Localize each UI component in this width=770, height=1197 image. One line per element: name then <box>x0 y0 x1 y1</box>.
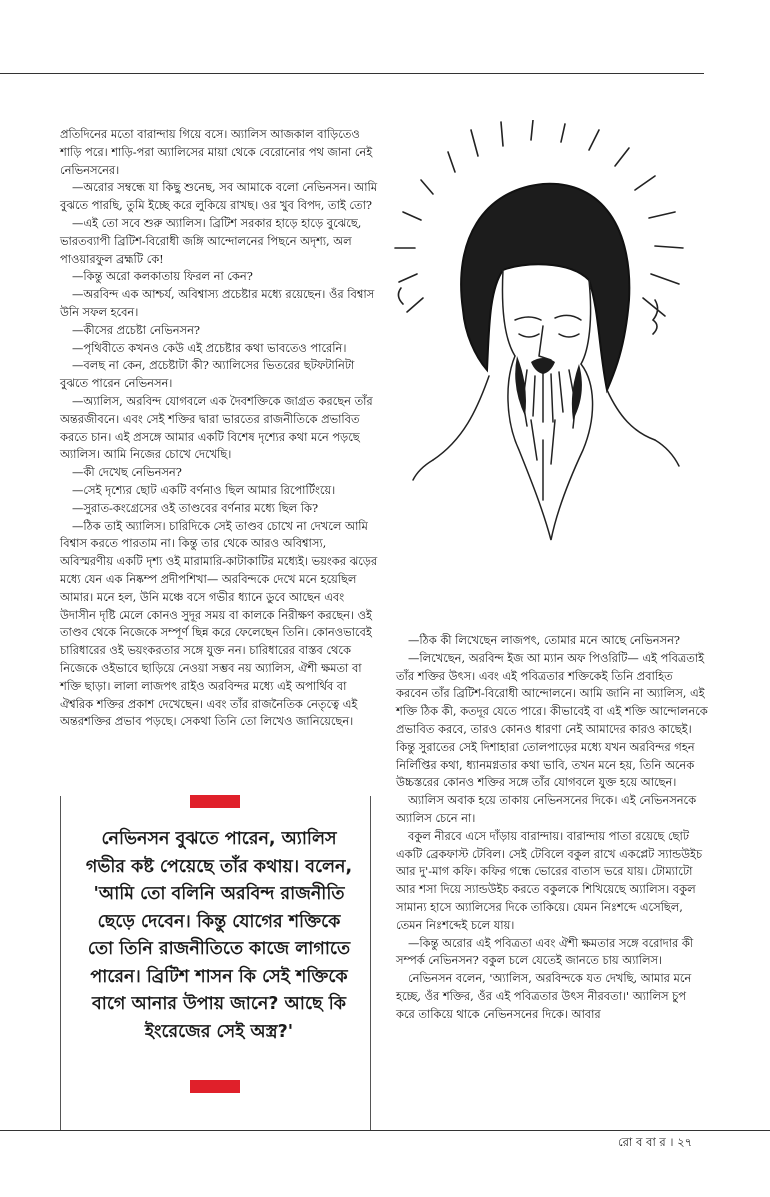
paragraph: —কীসের প্রচেষ্টা নেভিনসন? <box>72 322 200 337</box>
paragraph: —কিন্তু অরোর এই পবিত্রতা এবং ঐশী ক্ষমতার সঙ্গে বরোদার কী সম্পর্ক নেভিনসন? বকুল চলে যেতেই জানতে চায় অ্যালিস। <box>396 935 694 968</box>
paragraph: —অরোর সম্বন্ধে যা কিছু শুনেছ, সব আমাকে বলো নেভিনসন। আমি বুঝতে পারছি, তুমি ইচ্ছে করে লুকিয়ে রাখছ। ওর খুব বিপদ, তাই তো? <box>60 180 378 213</box>
left-column <box>60 126 378 731</box>
page-footer: রো ব বা র । ২৭ <box>618 1135 693 1149</box>
paragraph: —ঠিক কী লিখেছেন লাজপৎ, তোমার মনে আছে নেভিনসন? <box>408 633 681 647</box>
paragraph: বকুল নীরবে এসে দাঁড়ায় বারান্দায়। বারান্দায় পাতা রয়েছে ছোট একটি ব্রেকফাস্ট টেবিল। সেই টেবিলে বকুল রাখে একপ্লেট স্যান্ডউইচ আর দু'-মাগ কফি। কফির গন্ধে ভোরের বাতাস ভরে যায়। টোম্যাটো আর শসা দিয়ে স্যান্ডউইচ করতে বকুলকে শিখিয়েছে অ্যালিস। বকুল সামান্য হাসে অ্যালিসের দিকে তাকিয়ে। যেমন নিঃশব্দে এসেছিল, তেমন নিঃশব্দেই চলে যায়। <box>396 828 703 932</box>
paragraph: —এই তো সবে শুরু অ্যালিস। ব্রিটিশ সরকার হাড়ে হাড়ে বুঝেছে, ভারতব্যাপী ব্রিটিশ-বিরোধী জঙ্গি আন্দোলনের পিছনে অদৃশ্য, অল পাওয়ারফুল ব্রহ্মটি কে! <box>60 215 362 266</box>
paragraph: —কিন্তু অরো কলকাতায় ফিরল না কেন? <box>72 269 253 284</box>
paragraph: অ্যালিস অবাক হয়ে তাকায় নেভিনসনের দিকে। এই নেভিনসনকে অ্যালিস চেনে না। <box>396 793 697 825</box>
paragraph: —ঠিক তাই অ্যালিস। চারিদিকে সেই তাণ্ডব চোখে না দেখলে আমি বিশ্বাস করতে পারতাম না। কিন্তু তার থেকে আরও অবিশ্বাস্য, অবিস্মরণীয় একটি দৃশ্য ওই মারামারি-কাটাকাটির মধ্যেই। ভয়ংকর ঝড়ের মধ্যে যেন এক নিষ্কম্প প্রদীপশিখা— অরবিন্দকে দেখে মনে হয়েছিল আমার। মনে হল, উনি মঞ্চে বসে গভীর ধ্যানে ডুবে আছেন এবং উদাসীন দৃষ্টি মেলে কোনও সুদূর সময় বা কালকে নিরীক্ষণ করছেন। ওই তাণ্ডব থেকে নিজেকে সম্পূর্ণ ছিন্ন করে ফেলেছেন তিনি। কোনওভাবেই চারিধারের ওই ভয়ংকরতার সঙ্গে যুক্ত নন। চারিধারের বাস্তব থেকে নিজেকে ওইভাবে ছাড়িয়ে নেওয়া সম্ভব নয় অ্যালিস, ঐশী ক্ষমতা বা শক্তি ছাড়া। লালা লাজপৎ রাইও অরবিন্দর মধ্যে এই অপার্থিব বা ঐশ্বরিক শক্তির প্রকাশ দেখেছেন। এবং তাঁর রাজনৈতিক নেতৃত্বে এই অন্তরশক্তির প্রভাব পড়ছে। সেকথা তিনি তো লিখেও জানিয়েছেন। <box>60 518 378 729</box>
paragraph: —অ্যালিস, অরবিন্দ যোগবলে এক দৈবশক্তিকে জাগ্রত করছেন তাঁর অন্তরজীবনে। এবং সেই শক্তির দ্বারা ভারতের রাজনীতিকে প্রভাবিত করতে চান। এই প্রসঙ্গে আমার একটি বিশেষ দৃশ্যের কথা মনে পড়ছে অ্যালিস। আমি নিজের চোখে দেখেছি। <box>60 393 373 462</box>
right-column <box>396 632 708 1024</box>
bottom-rule <box>0 1130 770 1131</box>
paragraph: —সুরাত-কংগ্রেসের ওই তাণ্ডবের বর্ণনার মধ্যে ছিল কি? <box>72 500 319 515</box>
top-rule <box>0 73 704 74</box>
pull-quote-text: নেভিনসন বুঝতে পারেন, অ্যালিস গভীর কষ্ট পেয়েছে তাঁর কথায়। বলেন, 'আমি তো বলিনি অরবিন্দ রাজনীতি ছেড়ে দেবেন। কিন্তু যোগের শক্তিকে তো তিনি রাজনীতিতে কাজে লাগাতে পারেন। ব্রিটিশ শাসন কি সেই শক্তিকে বাগে আনার উপায় জানে? আছে কি ইংরেজের সেই অস্ত্র?' <box>85 829 353 1042</box>
paragraph: —বলছ না কেন, প্রচেষ্টাটা কী? অ্যালিসের ভিতরের ছটফটানিটা বুঝতে পারেন নেভিনসন। <box>60 358 355 391</box>
paragraph: —অরবিন্দ এক আশ্চর্য, অবিশ্বাস্য প্রচেষ্টার মধ্যে রয়েছেন। ওঁর বিশ্বাস উনি সফল হবেন। <box>60 287 375 319</box>
portrait-sketch <box>393 120 693 620</box>
paragraph: —পৃথিবীতে কখনও কেউ এই প্রচেষ্টার কথা ভাবতেও পারেনি। <box>72 340 347 355</box>
pull-quote <box>84 826 354 1046</box>
paragraph: নেভিনসন বলেন, 'অ্যালিস, অরবিন্দকে যত দেখছি, আমার মনে হচ্ছে, ওঁর শক্তির, ওঁর এই পবিত্রতার উৎস নীরবতা।' অ্যালিস চুপ করে তাকিয়ে থাকে নেভিনসনের দিকে। আবার <box>396 971 692 1021</box>
paragraph: —কী দেখেছ নেভিনসন? <box>72 465 182 480</box>
quote-box-right-border <box>370 796 371 1130</box>
quote-top-red-bar <box>190 795 240 808</box>
quote-bottom-red-bar <box>190 1080 240 1093</box>
paragraph: —লিখেছেন, অরবিন্দ ইজ আ ম্যান অফ পিওরিটি— এই পবিত্রতাই তাঁর শক্তির উৎস। এবং এই পবিত্রতার শক্তিকেই তিনি প্রবাহিত করবেন তাঁর ব্রিটিশ-বিরোধী আন্দোলনে। আমি জানি না অ্যালিস, এই শক্তি ঠিক কী, কতদূর যেতে পারে। কীভাবেই বা এই শক্তি আন্দোলনকে প্রভাবিত করবে, তারও কোনও ধারণা নেই আমাদের কারও কাছেই। কিন্তু সুরাতের সেই দিশাহারা তোলপাড়ের মধ্যে যখন অরবিন্দর গহন নির্লিপ্তির কথা, ধ্যানমগ্নতার কথা ভাবি, তখন মনে হয়, তিনি অনেক উচ্চস্তরের কোনও শক্তির সঙ্গে তাঁর যোগবলে যুক্ত হয়ে আছেন। <box>396 650 708 790</box>
paragraph: —সেই দৃশ্যের ছোট একটি বর্ণনাও ছিল আমার রিপোর্টিংয়ে। <box>72 482 336 497</box>
quote-box-left-border <box>60 796 61 1130</box>
paragraph: প্রতিদিনের মতো বারান্দায় গিয়ে বসে। অ্যালিস আজকাল বাড়িতেও শাড়ি পরে। শাড়ি-পরা অ্যালিসের মায়া থেকে বেরোনোর পথ জানা নেই নেভিনসনের। <box>60 127 373 177</box>
